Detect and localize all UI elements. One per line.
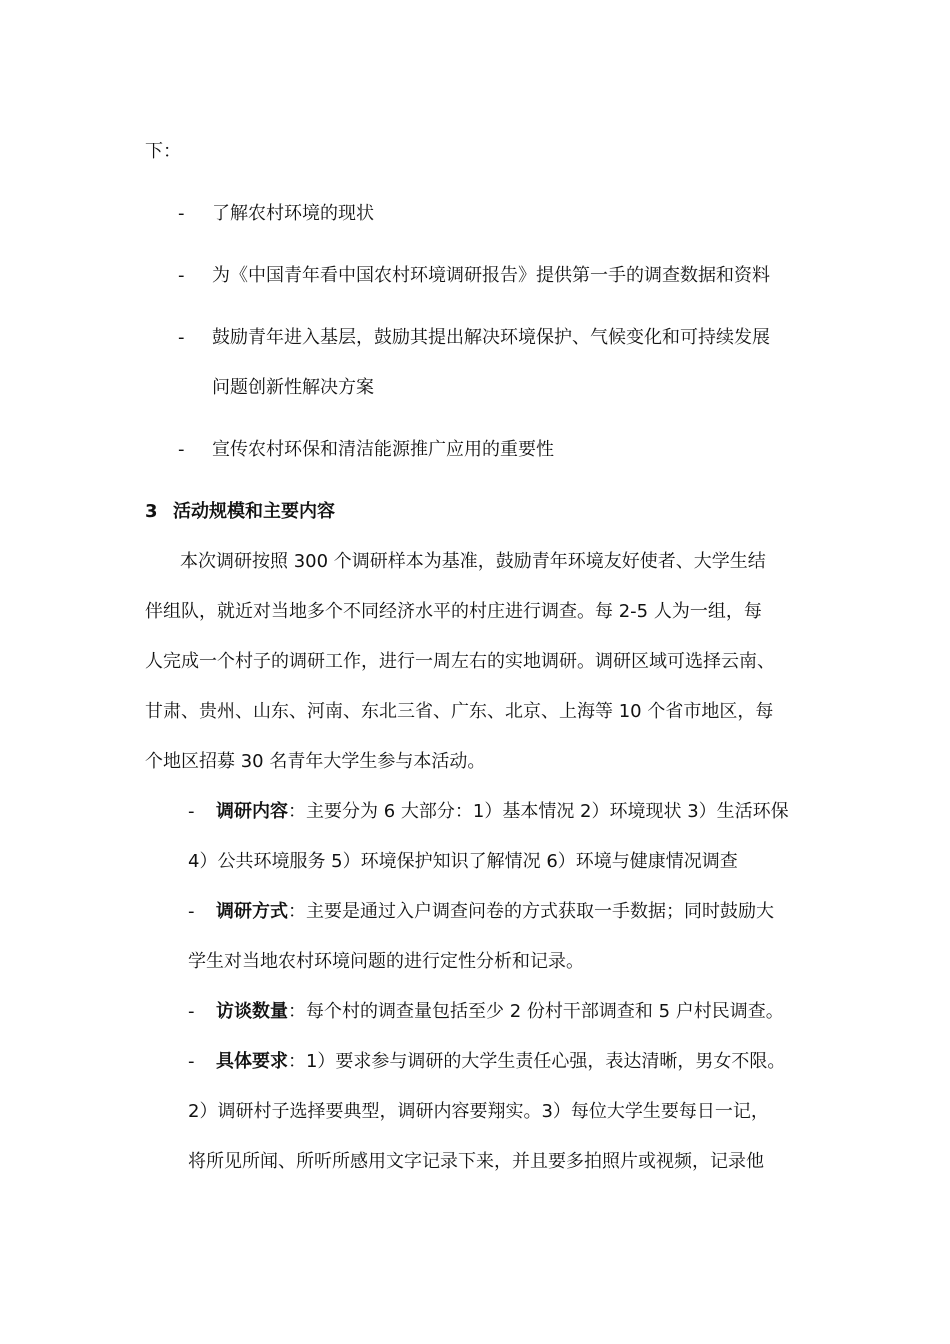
paragraph-line: 伴组队，就近对当地多个不同经济水平的村庄进行调查。每 2-5 人为一组，每	[145, 601, 762, 622]
detail-continued-line: 2）调研村子选择要典型，调研内容要翔实。3）每位大学生要每日一记，	[188, 1101, 769, 1122]
objective-text: 为《中国青年看中国农村环境调研报告》提供第一手的调查数据和资料	[212, 265, 770, 286]
list-dash: -	[188, 801, 195, 822]
detail-label: 调研内容	[215, 801, 288, 822]
detail-label: 具体要求	[215, 1051, 288, 1072]
list-dash: -	[188, 1051, 195, 1072]
detail-label: 访谈数量	[215, 1001, 288, 1022]
detail-text: ：主要是通过入户调查问卷的方式获取一手数据；同时鼓励大	[287, 901, 774, 922]
detail-continued-line: 学生对当地农村环境问题的进行定性分析和记录。	[188, 951, 584, 972]
detail-text: ：1）要求参与调研的大学生责任心强，表达清晰，男女不限。	[287, 1051, 786, 1072]
list-dash: -	[178, 439, 185, 460]
list-dash: -	[188, 901, 195, 922]
objective-text-continued: 问题创新性解决方案	[212, 377, 374, 398]
paragraph-line: 个地区招募 30 名青年大学生参与本活动。	[145, 751, 486, 772]
objective-text: 鼓励青年进入基层，鼓励其提出解决环境保护、气候变化和可持续发展	[212, 327, 770, 348]
detail-first-line	[188, 1000, 784, 1024]
detail-continued-line: 将所见所闻、所听所感用文字记录下来，并且要多拍照片或视频，记录他	[188, 1151, 764, 1172]
detail-first-line	[188, 900, 774, 924]
list-dash: -	[188, 1001, 195, 1022]
list-dash: -	[178, 265, 185, 286]
section-number: 3	[145, 501, 158, 522]
paragraph-line: 甘肃、贵州、山东、河南、东北三省、广东、北京、上海等 10 个省市地区，每	[145, 701, 774, 722]
objective-text: 了解农村环境的现状	[212, 203, 374, 224]
intro-tail-text: 下：	[145, 141, 181, 162]
detail-continued-line: 4）公共环境服务 5）环境保护知识了解情况 6）环境与健康情况调查	[188, 851, 738, 872]
section-title: 活动规模和主要内容	[173, 501, 335, 522]
detail-text: ：主要分为 6 大部分：1）基本情况 2）环境现状 3）生活环保	[287, 801, 789, 822]
paragraph-line: 本次调研按照 300 个调研样本为基准，鼓励青年环境友好使者、大学生结	[180, 551, 766, 572]
list-dash: -	[178, 327, 185, 348]
detail-text: ：每个村的调查量包括至少 2 份村干部调查和 5 户村民调查。	[287, 1001, 784, 1022]
detail-first-line	[188, 1050, 785, 1074]
detail-label: 调研方式	[215, 901, 288, 922]
objective-text: 宣传农村环保和清洁能源推广应用的重要性	[212, 439, 554, 460]
paragraph-line: 人完成一个村子的调研工作，进行一周左右的实地调研。调研区域可选择云南、	[145, 651, 775, 672]
detail-first-line	[188, 800, 789, 824]
list-dash: -	[178, 203, 185, 224]
